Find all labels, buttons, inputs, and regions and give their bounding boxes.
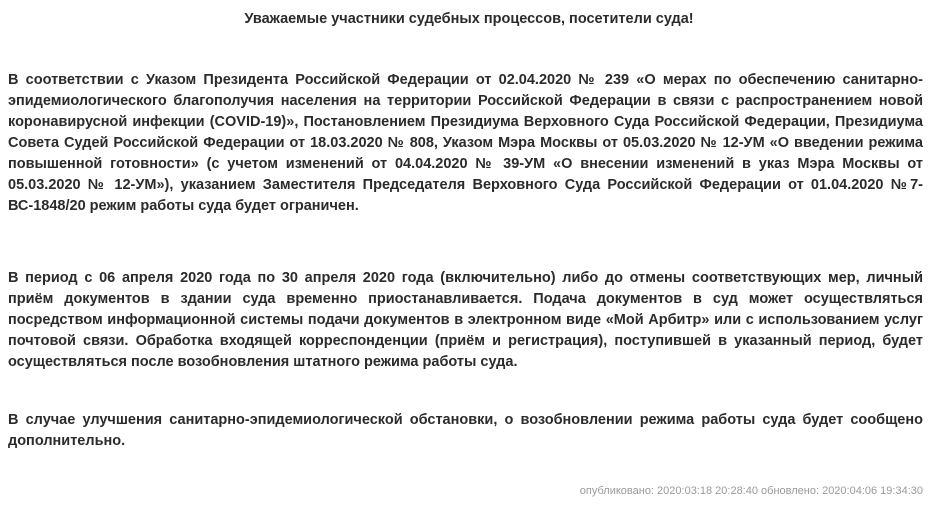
paragraph-restrictions-basis: В соответствии с Указом Президента Российской Федерации от 02.04.2020 № 239 «О мерах по обеспечению санитарно-эпидемиологического благополучия населения на территории Российской Федерации в связи с распространением новой коронавирусной инфекции (COVID-19)», Постановлением Президиума Верховного Суда Российской Федерации, Президиума Совета Судей Российской Федерации от 18.03.2020 № 808, Указом Мэра Москвы от 05.03.2020 № 12-УМ «О введении режима повышенной готовности» (с учетом изменений от 04.04.2020 № 39-УМ «О внесении изменений в указ Мэра Москвы от 05.03.2020 № 12-УМ»), указанием Заместителя Председателя Верховного Суда Российской Федерации от 01.04.2020 №7-ВС-1848/20 режим работы суда будет ограничен. xyxy=(8,72,923,214)
publication-timestamps: опубликовано: 2020:03:18 20:28:40 обновлено: 2020:04:06 19:34:30 xyxy=(579,485,923,497)
paragraph-document-submission: В период с 06 апреля 2020 года по 30 апреля 2020 года (включительно) либо до отмены соответствующих мер, личный приём документов в здании суда временно приостанавливается. Подача документов в суд может осуществляться посредством информационной системы подачи документов в электронном виде «Мой Арбитр» или с использованием услуг почтовой связи. Обработка входящей корреспонденции (приём и регистрация), поступившей в указанный период, будет осуществляться после возобновления штатного режима работы суда. xyxy=(8,270,923,370)
paragraph-resumption-notice: В случае улучшения санитарно-эпидемиологической обстановки, о возобновлении режима работы суда будет сообщено дополнительно. xyxy=(8,412,923,449)
announcement-title: Уважаемые участники судебных процессов, посетители суда! xyxy=(244,11,694,27)
